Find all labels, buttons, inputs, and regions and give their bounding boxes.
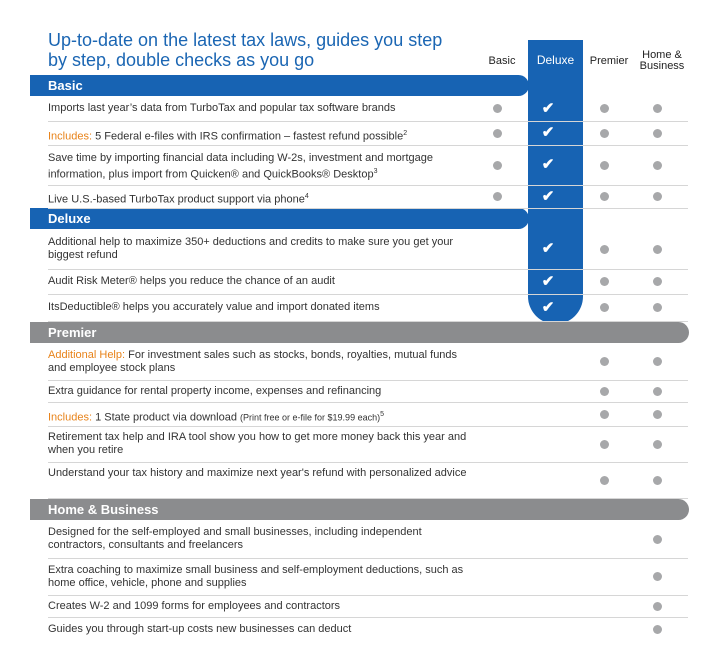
home-business-included-dot: [653, 572, 662, 581]
deluxe-check-icon: ✔: [541, 272, 555, 290]
feature-row: [48, 617, 688, 641]
feature-text: [48, 467, 468, 480]
home-business-included-dot: [653, 387, 662, 396]
feature-text: [48, 127, 468, 144]
premier-included-dot: [600, 303, 609, 312]
feature-text: [48, 275, 468, 288]
premier-included-dot: [600, 476, 609, 485]
feature-description: Additional help to maximize 350+ deductions and credits to make sure you get your biggest refund: [48, 236, 454, 261]
feature-text: [48, 236, 468, 262]
feature-description: Retirement tax help and IRA tool show you how to get more money back this year and when you retire: [48, 431, 467, 456]
premier-included-dot: [600, 104, 609, 113]
home-business-included-dot: [653, 161, 662, 170]
column-header-home-business: Home & Business: [639, 49, 685, 72]
column-header-deluxe: Deluxe: [536, 53, 575, 67]
premier-included-dot: [600, 192, 609, 201]
premier-included-dot: [600, 161, 609, 170]
footnote-marker: 4: [304, 193, 309, 200]
feature-description: Audit Risk Meter® helps you reduce the chance of an audit: [48, 275, 335, 287]
deluxe-check-icon: ✔: [541, 99, 555, 117]
feature-text: [48, 385, 468, 398]
column-header-basic: Basic: [488, 55, 516, 67]
feature-text: [48, 152, 468, 182]
feature-highlight-label: Additional Help:: [48, 348, 126, 361]
column-header-premier: Premier: [589, 55, 629, 67]
home-business-included-dot: [653, 602, 662, 611]
feature-text: [48, 408, 468, 425]
feature-text: [48, 190, 468, 207]
feature-text: [48, 564, 468, 590]
basic-included-dot: [493, 129, 502, 138]
section-deluxe: Deluxe: [30, 208, 529, 229]
home-business-included-dot: [653, 192, 662, 201]
feature-text: [48, 349, 468, 375]
feature-text: [48, 623, 468, 636]
premier-included-dot: [600, 245, 609, 254]
premier-included-dot: [600, 387, 609, 396]
feature-row: [48, 558, 688, 596]
feature-description: ItsDeductible® helps you accurately value and import donated items: [48, 301, 380, 313]
feature-description: Designed for the self-employed and small businesses, including independent contractors, consultants and freelancers: [48, 526, 422, 551]
feature-description: Save time by importing financial data including W-2s, investment and mortgage information, plus import from Quicken® and QuickBooks® Desktop: [48, 152, 433, 181]
home-business-included-dot: [653, 440, 662, 449]
footnote-marker: 5: [380, 410, 384, 418]
feature-row: [48, 402, 688, 427]
premier-included-dot: [600, 440, 609, 449]
home-business-included-dot: [653, 129, 662, 138]
feature-highlight-label: Includes:: [48, 411, 93, 424]
feature-row: [48, 380, 688, 403]
feature-text: [48, 431, 468, 457]
feature-row: [48, 96, 688, 122]
feature-text: [48, 301, 468, 314]
home-business-included-dot: [653, 104, 662, 113]
feature-description: Live U.S.-based TurboTax product support via phone: [48, 193, 305, 206]
feature-highlight-label: Includes:: [48, 130, 93, 143]
feature-description: 1 State product via download: [92, 411, 241, 424]
feature-row: [48, 185, 688, 209]
feature-description: Imports last year’s data from TurboTax and popular tax software brands: [48, 102, 396, 114]
feature-description: Extra guidance for rental property income, expenses and refinancing: [48, 384, 382, 397]
home-business-included-dot: [653, 625, 662, 634]
deluxe-check-icon: ✔: [541, 298, 555, 316]
premier-included-dot: [600, 129, 609, 138]
feature-row: [48, 520, 688, 559]
section-basic: Basic: [30, 75, 529, 96]
feature-description: Guides you through start-up costs new businesses can deduct: [48, 622, 352, 635]
section-home-business: Home & Business: [30, 499, 689, 520]
home-business-included-dot: [653, 245, 662, 254]
feature-description: 5 Federal e-files with IRS confirmation – fastest refund possible: [92, 130, 404, 143]
deluxe-check-icon: ✔: [541, 240, 555, 257]
feature-description: For investment sales such as stocks, bonds, royalties, mutual funds and employee stock plans: [48, 348, 458, 374]
feature-row: [48, 462, 688, 499]
feature-note: (Print free or e-file for $19.99 each): [240, 412, 381, 423]
feature-row: [48, 343, 688, 381]
feature-row: [48, 229, 688, 270]
premier-included-dot: [600, 357, 609, 366]
footnote-marker: 3: [373, 168, 378, 175]
feature-text: [48, 600, 468, 613]
home-business-included-dot: [653, 410, 662, 419]
feature-row: [48, 121, 688, 146]
feature-description: Extra coaching to maximize small business and self-employment deductions, such as home office, vehicle, phone and supplies: [48, 563, 464, 589]
premier-included-dot: [600, 410, 609, 419]
feature-description: Creates W-2 and 1099 forms for employees and contractors: [48, 599, 341, 612]
feature-row: [48, 269, 688, 295]
premier-included-dot: [600, 277, 609, 286]
home-business-included-dot: [653, 277, 662, 286]
feature-text: [48, 102, 468, 115]
section-premier: Premier: [30, 322, 689, 343]
basic-included-dot: [493, 192, 502, 201]
basic-included-dot: [493, 161, 502, 170]
footnote-marker: 2: [403, 129, 408, 137]
home-business-included-dot: [653, 476, 662, 485]
home-business-included-dot: [653, 303, 662, 312]
feature-row: [48, 426, 688, 463]
headline: Up-to-date on the latest tax laws, guides you step by step, double checks as you go: [48, 30, 443, 70]
feature-description: Understand your tax history and maximize next year's refund with personalized advice: [48, 467, 467, 479]
home-business-included-dot: [653, 535, 662, 544]
deluxe-check-icon: ✔: [541, 187, 555, 205]
home-business-included-dot: [653, 357, 662, 366]
feature-text: [48, 526, 468, 552]
feature-row: [48, 145, 688, 186]
basic-included-dot: [493, 104, 502, 113]
feature-row: [48, 595, 688, 618]
deluxe-check-icon: ✔: [541, 156, 555, 173]
feature-row: [48, 294, 688, 322]
deluxe-check-icon: ✔: [541, 124, 555, 141]
